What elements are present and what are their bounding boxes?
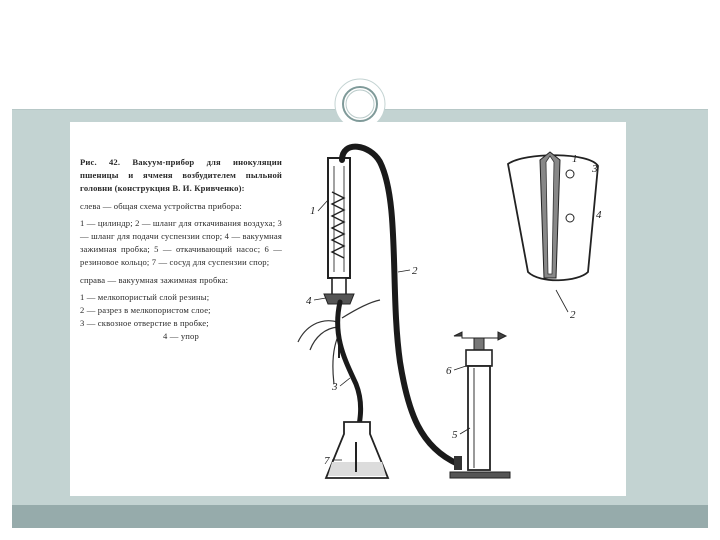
stopper-label-3: 3 (592, 163, 598, 175)
label-7: 7 (324, 455, 330, 467)
label-6: 6 (446, 365, 452, 377)
stopper-label-4: 4 (596, 209, 602, 221)
pump-drawing (450, 332, 510, 478)
suspension-hose-drawing (338, 302, 361, 442)
label-4: 4 (306, 295, 312, 307)
caption-title: Рис. 42. Вакуум-прибор для инокуляции пшеницы и ячменя возбудителем пыльной головни (конструкция В. И. Кривченко): (80, 157, 282, 194)
caption-right-item: 1 — мелкопористый слой резины; (80, 291, 210, 302)
label-5: 5 (452, 429, 458, 441)
label-1: 1 (310, 205, 316, 217)
label-3: 3 (332, 381, 338, 393)
caption-right-item: 2 — разрез в мелкопористом слое; (80, 305, 211, 316)
figure-panel (70, 122, 626, 496)
footer-bar (12, 505, 708, 528)
flask-drawing (326, 422, 388, 478)
caption-right-item: 4 — упор (163, 331, 199, 342)
stopper-label-1: 1 (572, 153, 578, 165)
caption-right-item: 3 — сквозное отверстие в пробке; (80, 318, 209, 329)
caption-left-items: 1 — цилиндр; 2 — шланг для откачивания воздуха; 3 — шланг для подачи суспензии спор; 4 — вакуумная зажимная пробка; 5 — откачивающий насос; 6 — резиновое кольцо; 7 — сосуд для суспензии спор; (80, 217, 282, 268)
caption-left-heading: слева — общая схема устройства прибора: (80, 200, 242, 211)
vacuum-device-drawing (70, 122, 626, 496)
vacuum-stopper-drawing (508, 152, 598, 280)
stopper-label-2: 2 (570, 309, 576, 321)
label-2: 2 (412, 265, 418, 277)
caption-right-heading: справа — вакуумная зажимная пробка: (80, 274, 229, 285)
